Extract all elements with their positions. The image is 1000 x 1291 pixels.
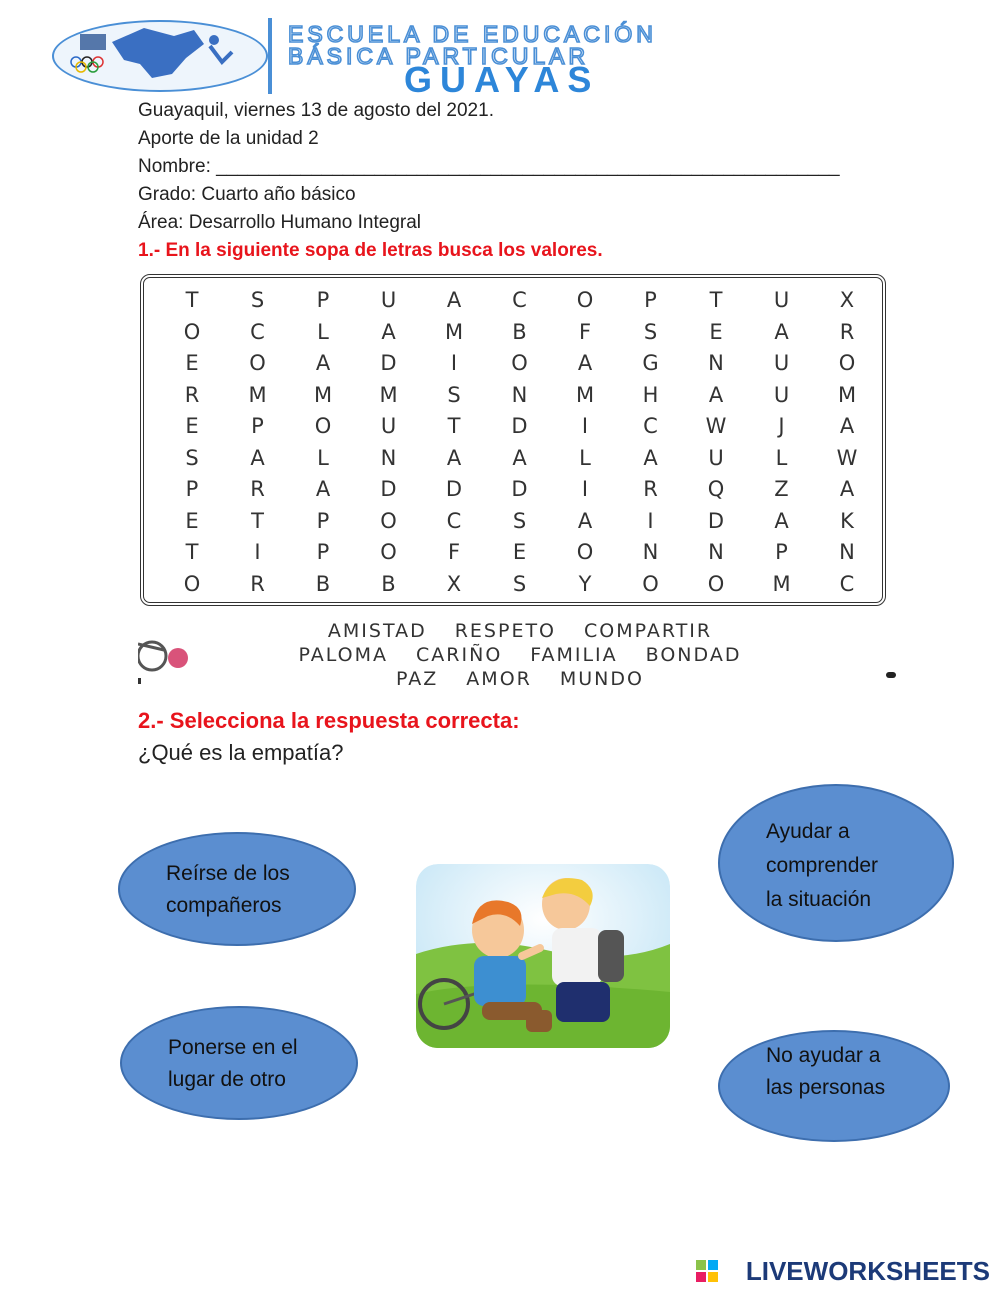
grid-letter[interactable]: R	[839, 319, 855, 344]
grid-letter[interactable]: M	[575, 382, 595, 407]
grid-letter[interactable]: I	[254, 540, 261, 564]
grid-letter[interactable]: M	[444, 319, 464, 344]
task1-instruction: 1.- En la siguiente sopa de letras busca los valores.	[138, 240, 603, 261]
grid-letter[interactable]: D	[511, 414, 528, 438]
grid-letter[interactable]: D	[445, 477, 463, 501]
grid-letter[interactable]: P	[644, 288, 657, 312]
word-list-row	[140, 644, 900, 666]
grid-letter[interactable]: A	[512, 445, 527, 470]
grid-letter[interactable]: U	[773, 351, 790, 375]
grid-letter[interactable]: R	[643, 477, 658, 501]
grid-letter[interactable]: A	[446, 445, 462, 470]
grid-letter[interactable]: T	[709, 288, 723, 312]
grid-letter[interactable]: P	[185, 477, 199, 501]
grid-letter[interactable]: M	[313, 382, 333, 407]
grid-letter[interactable]: M	[772, 571, 791, 596]
option-empathy[interactable]	[120, 1006, 358, 1120]
grid-letter[interactable]: S	[512, 571, 527, 596]
school-name-guayas: GUAYAS	[404, 59, 600, 100]
grid-letter[interactable]: A	[577, 508, 593, 533]
grid-letter[interactable]: D	[707, 508, 725, 533]
grid-letter[interactable]: O	[380, 540, 397, 564]
grid-letter[interactable]: T	[185, 288, 199, 312]
grid-letter[interactable]: S	[643, 319, 658, 344]
word-list-item: PAZ	[396, 668, 439, 690]
grid-letter[interactable]: T	[251, 508, 264, 533]
grid-letter[interactable]: E	[185, 508, 199, 533]
grid-letter[interactable]: C	[446, 508, 462, 533]
word-list-item: FAMILIA	[530, 644, 618, 666]
grid-letter[interactable]: R	[250, 571, 265, 596]
grid-letter[interactable]: X	[839, 288, 855, 312]
option-empathy-line1: Ponerse en el	[168, 1036, 298, 1059]
grid-letter[interactable]: M	[248, 382, 267, 407]
school-logo-graphic	[54, 22, 262, 86]
grid-letter[interactable]: O	[380, 508, 397, 533]
school-logo	[52, 20, 268, 92]
contribution-line: Aporte de la unidad 2	[138, 128, 319, 149]
header-divider	[268, 18, 272, 94]
word-list-row	[140, 668, 900, 690]
grid-letter[interactable]: M	[379, 382, 398, 407]
grid-letter[interactable]: L	[775, 445, 788, 470]
grid-letter[interactable]: E	[185, 414, 199, 438]
option-help[interactable]	[718, 784, 954, 942]
grid-letter[interactable]: S	[250, 288, 265, 312]
grid-letter[interactable]: Y	[578, 571, 592, 596]
grid-letter[interactable]: T	[447, 414, 461, 438]
liveworksheets-logo-graphic	[696, 1260, 718, 1282]
word-list-item: AMOR	[466, 668, 532, 690]
grid-letter[interactable]: D	[380, 351, 397, 375]
kids-helping-illustration	[416, 864, 670, 1048]
grid-letter[interactable]: O	[576, 540, 594, 564]
school-name-line1: ESCUELA DE EDUCACIÓN	[288, 21, 657, 47]
grid-letter[interactable]: O	[838, 351, 856, 375]
grid-letter[interactable]: P	[251, 414, 264, 438]
grid-letter[interactable]: N	[708, 540, 724, 564]
grid-letter[interactable]: U	[773, 288, 790, 312]
liveworksheets-brand[interactable]: LIVEWORKSHEETS	[745, 1256, 990, 1286]
word-list-item: COMPARTIR	[584, 620, 713, 642]
grid-letter[interactable]: E	[512, 540, 527, 564]
grid-letter[interactable]: C	[839, 571, 855, 596]
word-list-item: AMISTAD	[327, 620, 427, 642]
grid-letter[interactable]: X	[446, 571, 462, 596]
grid-letter[interactable]: N	[642, 540, 659, 564]
grid-letter[interactable]: O	[183, 571, 201, 596]
grid-letter[interactable]: E	[185, 351, 199, 375]
grid-letter[interactable]: O	[314, 414, 332, 438]
question-text: ¿Qué es la empatía?	[138, 740, 344, 765]
grid-letter[interactable]: A	[774, 319, 789, 344]
grid-letter[interactable]: P	[316, 540, 330, 564]
grid-letter[interactable]: A	[446, 288, 462, 312]
grid-letter[interactable]: S	[447, 382, 461, 407]
grid-letter[interactable]: I	[450, 351, 458, 375]
grid-letter[interactable]: S	[185, 445, 199, 470]
grid-letter[interactable]: N	[708, 351, 724, 375]
option-no-help-line2: las personas	[766, 1076, 886, 1099]
grid-letter[interactable]: P	[316, 288, 330, 312]
option-help-line1: Ayudar a	[766, 820, 850, 843]
word-list-item: BONDAD	[645, 644, 742, 666]
grid-letter[interactable]: R	[250, 477, 265, 501]
grid-letter[interactable]: A	[774, 508, 789, 533]
grid-letter[interactable]: E	[709, 319, 723, 344]
grid-letter[interactable]: M	[837, 382, 857, 407]
kids-helping-drawing	[416, 864, 670, 1048]
area-line: Área: Desarrollo Humano Integral	[138, 212, 422, 233]
word-list-item: MUNDO	[559, 668, 644, 690]
grid-letter[interactable]: G	[642, 351, 659, 375]
grid-letter[interactable]: N	[839, 540, 855, 564]
task2-instruction: 2.- Selecciona la respuesta correcta:	[138, 708, 520, 733]
grid-letter[interactable]: F	[447, 540, 461, 564]
grid-letter[interactable]: A	[315, 477, 331, 501]
grid-letter[interactable]: B	[381, 571, 396, 596]
liveworksheets-logo-icon	[696, 1260, 718, 1282]
grid-letter[interactable]: U	[773, 382, 790, 407]
grid-letter[interactable]: O	[249, 351, 266, 375]
grid-letter[interactable]: F	[578, 319, 592, 344]
grid-letter[interactable]: C	[250, 319, 265, 344]
grid-letter[interactable]: Z	[774, 477, 789, 501]
grid-letter[interactable]: A	[839, 414, 855, 438]
option-help-line2: comprender	[766, 854, 879, 877]
grid-letter[interactable]: A	[839, 477, 855, 501]
grade-line: Grado: Cuarto año básico	[138, 184, 356, 205]
grid-letter[interactable]: J	[778, 414, 785, 438]
grid-letter[interactable]: A	[381, 319, 396, 344]
grid-letter[interactable]: T	[185, 540, 199, 564]
grid-letter[interactable]: B	[315, 571, 331, 596]
option-help-line3: la situación	[766, 888, 872, 911]
option-empathy-line2: lugar de otro	[168, 1068, 286, 1091]
grid-letter[interactable]: C	[643, 414, 658, 438]
grid-letter[interactable]: B	[512, 319, 527, 344]
grid-letter[interactable]: P	[316, 508, 330, 533]
grid-letter[interactable]: R	[184, 382, 200, 407]
grid-letter[interactable]: A	[643, 445, 658, 470]
grid-letter[interactable]: A	[315, 351, 331, 375]
option-no-help[interactable]	[718, 1030, 950, 1142]
word-search-grid[interactable]	[140, 274, 886, 606]
grid-letter[interactable]: W	[836, 445, 858, 470]
school-name-line2: BÁSICA PARTICULAR	[288, 43, 590, 69]
grid-letter[interactable]: O	[576, 288, 594, 312]
grid-letter[interactable]: O	[642, 571, 659, 596]
grid-letter[interactable]: O	[707, 571, 725, 596]
word-list-item: CARIÑO	[416, 644, 503, 666]
grid-letter[interactable]: A	[708, 382, 724, 407]
grid-letter[interactable]: H	[642, 382, 659, 407]
grid-letter[interactable]: Q	[707, 477, 725, 501]
grid-letter[interactable]: U	[380, 288, 397, 312]
word-list-item: RESPETO	[454, 620, 557, 642]
grid-letter[interactable]: I	[647, 508, 654, 533]
grid-letter[interactable]: K	[840, 508, 854, 533]
date-line: Guayaquil, viernes 13 de agosto del 2021.	[138, 100, 494, 121]
grid-letter[interactable]: A	[250, 445, 265, 470]
grid-letter[interactable]: D	[511, 477, 528, 501]
grid-letter[interactable]: O	[511, 351, 528, 375]
grid-letter[interactable]: U	[380, 414, 397, 438]
grid-letter[interactable]: C	[512, 288, 527, 312]
option-no-help-line1: No ayudar a	[766, 1044, 881, 1067]
grid-letter[interactable]: I	[581, 414, 589, 438]
grid-letter[interactable]: L	[317, 445, 329, 470]
option-laugh-line2: compañeros	[166, 894, 282, 917]
grid-letter[interactable]: L	[579, 445, 591, 470]
word-list-row	[140, 620, 900, 642]
grid-letter[interactable]: U	[708, 445, 724, 470]
grid-letter[interactable]: W	[705, 414, 727, 438]
grid-letter[interactable]: A	[577, 351, 593, 375]
grid-letter[interactable]: O	[183, 319, 201, 344]
grid-letter[interactable]: I	[581, 477, 589, 501]
grid-letter[interactable]: N	[511, 382, 528, 407]
grid-letter[interactable]: P	[775, 540, 788, 564]
grid-letter[interactable]: N	[380, 445, 397, 470]
grid-letter[interactable]: L	[317, 319, 329, 344]
grid-letter[interactable]: S	[512, 508, 527, 533]
name-field[interactable]: Nombre: ___________________________________________________________	[138, 156, 840, 177]
grid-letter[interactable]: D	[380, 477, 397, 501]
option-laugh-line1: Reírse de los	[166, 862, 290, 885]
word-list-item: PALOMA	[298, 644, 389, 666]
option-laugh[interactable]	[118, 832, 356, 946]
